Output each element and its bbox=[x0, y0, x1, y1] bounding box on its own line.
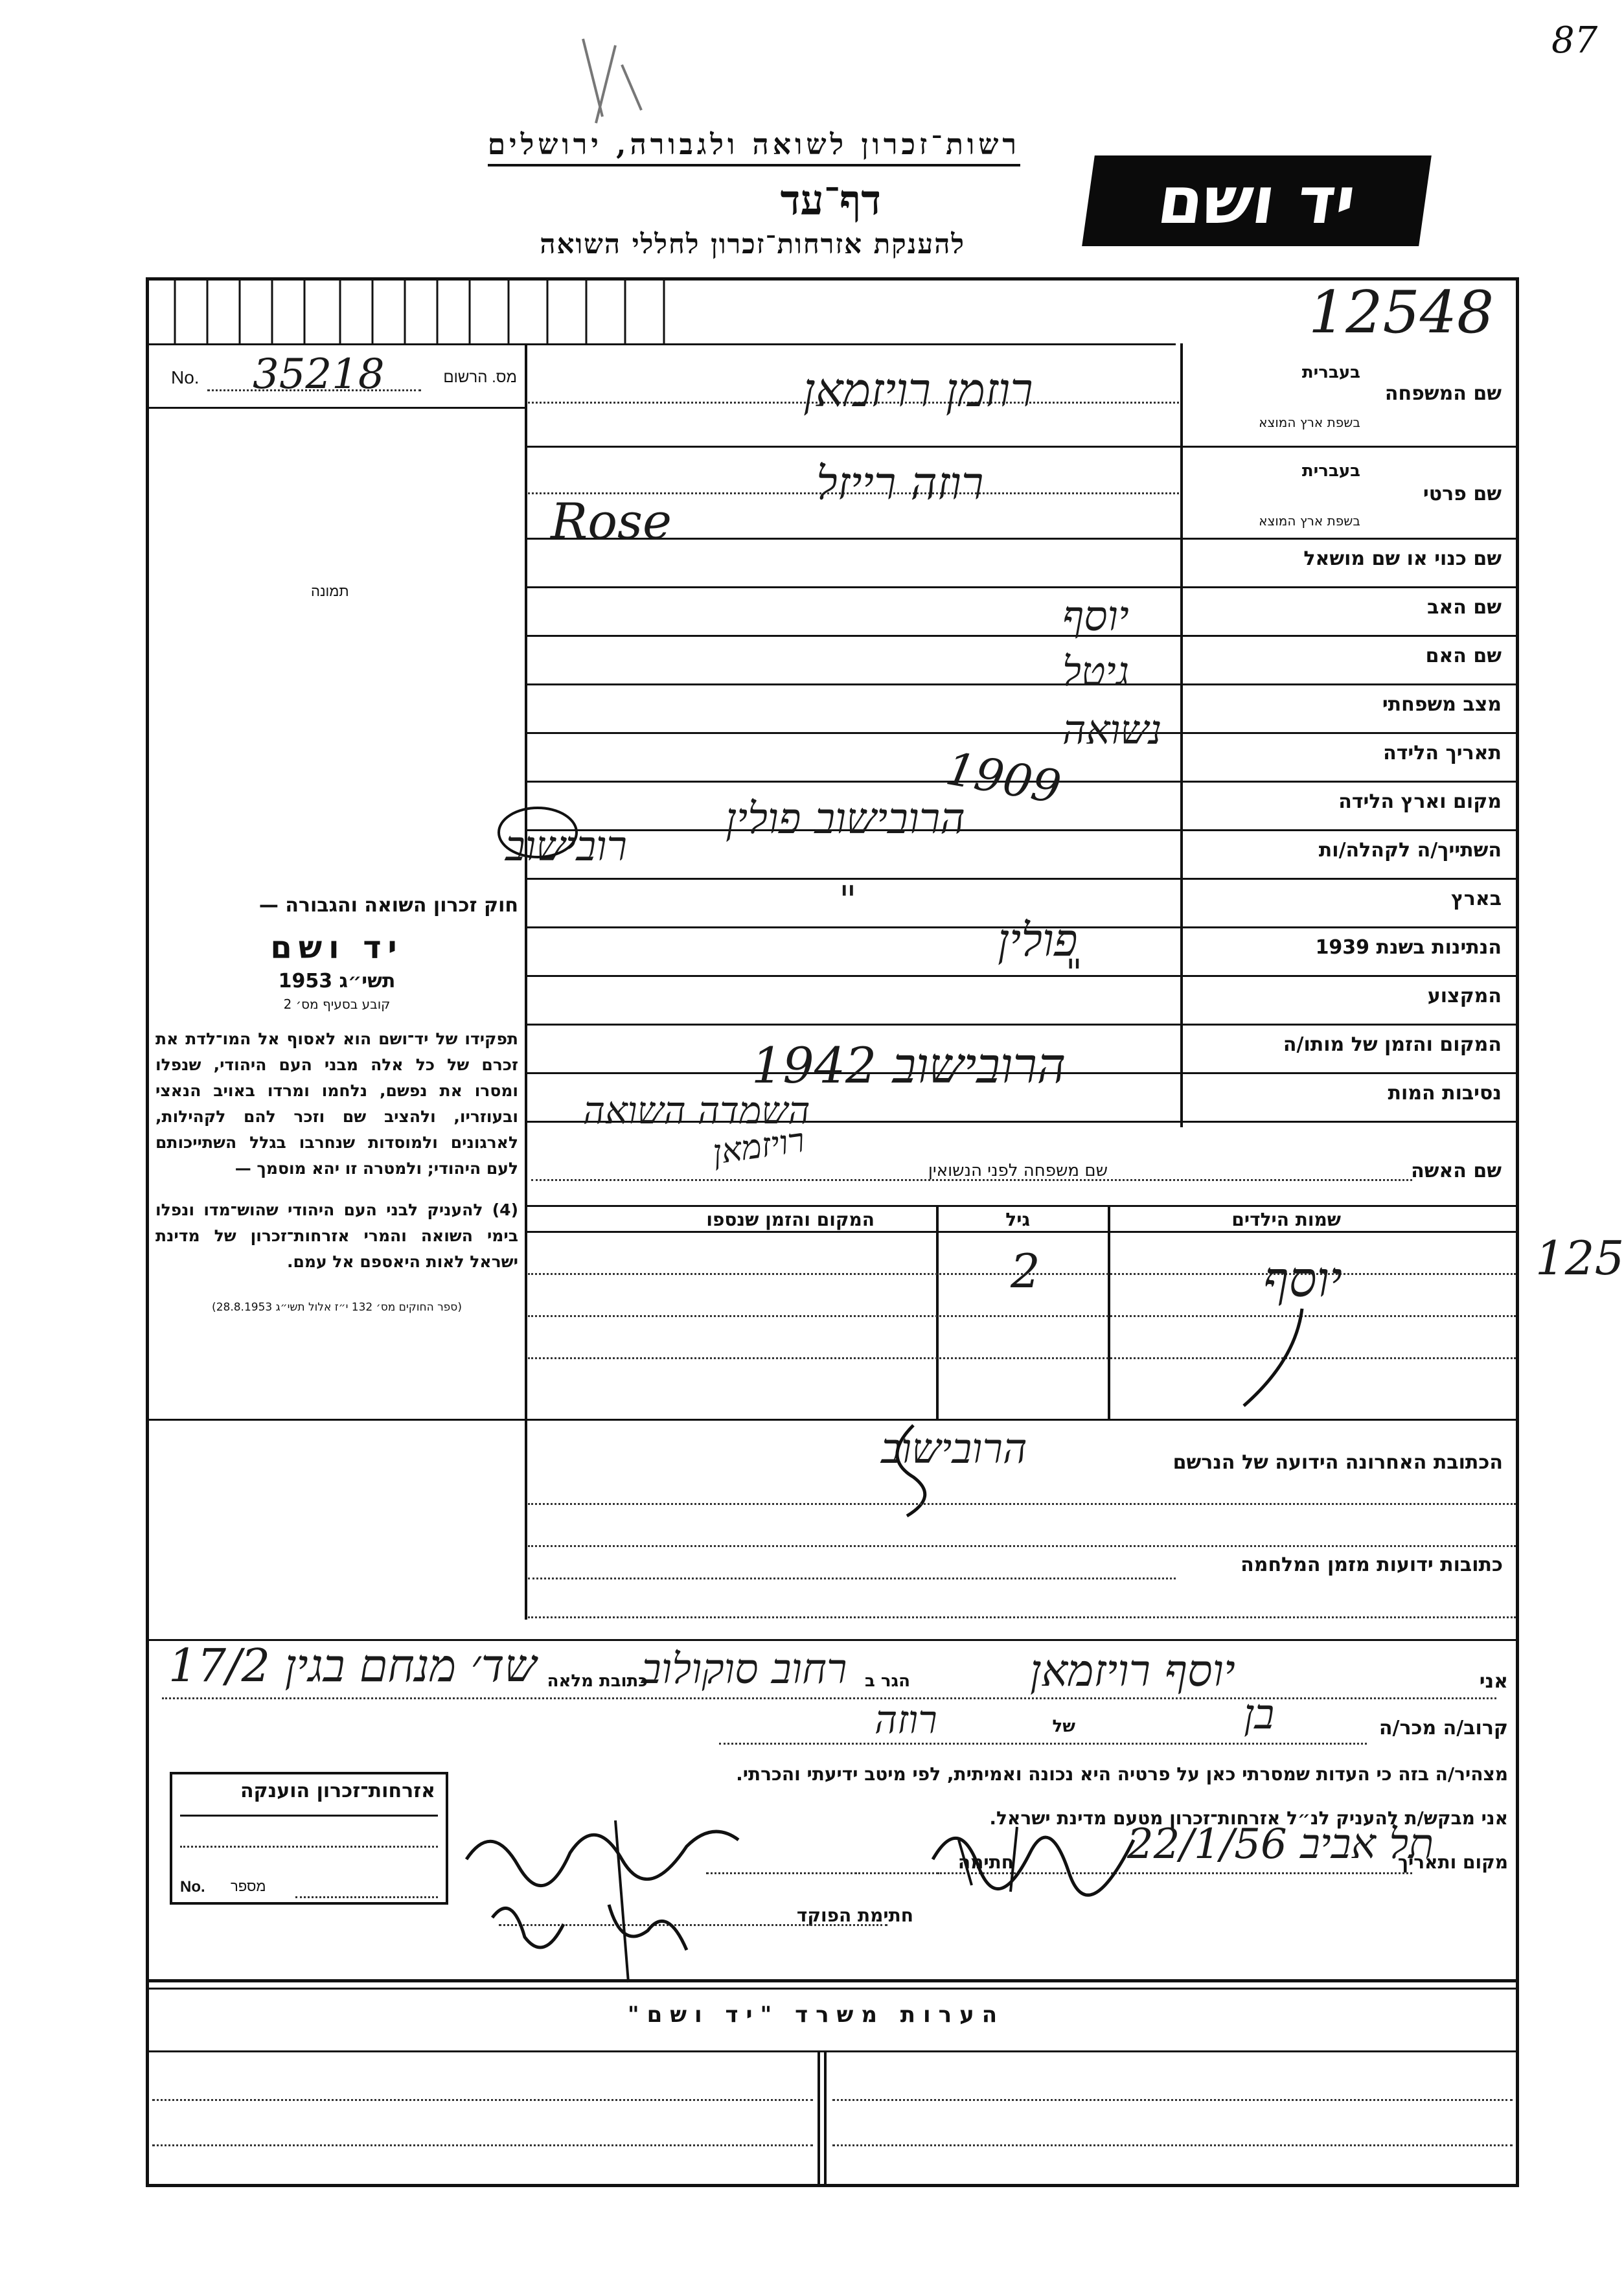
logo-text: יד ושם bbox=[1153, 163, 1360, 238]
value-country: " bbox=[839, 878, 857, 923]
yad-vashem-logo bbox=[1082, 155, 1432, 246]
law-reference: (ספר החוקים מס׳ 132 י״ז אלול תשי״ג 28.8.1953) bbox=[212, 1301, 462, 1314]
citizenship-box-title: אזרחות־זכרון הוענקה bbox=[240, 1780, 435, 1802]
label-death-cause: נסיבות המות bbox=[1388, 1082, 1502, 1105]
law-block bbox=[155, 894, 518, 1314]
value-profession: " bbox=[1066, 952, 1082, 994]
children-header-place: המקום והזמן שנספו bbox=[706, 1209, 875, 1230]
value-citizenship: פולין bbox=[998, 913, 1078, 967]
declarant-i: אני bbox=[1479, 1670, 1508, 1693]
declarant-address: רחוב סוקולוב bbox=[641, 1646, 847, 1693]
declarant-street: שד׳ מנחם בגין 17/2 bbox=[168, 1639, 537, 1692]
child-name-0: יוסף bbox=[1263, 1250, 1342, 1308]
label-birth-date: תאריך הלידה bbox=[1383, 742, 1502, 764]
label-father: שם האב bbox=[1427, 596, 1502, 619]
form-subtitle: להענקת אזרחות־זכרון לחללי השואה bbox=[540, 228, 965, 260]
file-number: 12548 bbox=[1309, 279, 1494, 347]
office-notes-title: הערות משרד "יד ושם" bbox=[627, 2002, 1005, 2028]
form-title: דף־עד bbox=[780, 176, 881, 225]
stray-pencil-mark bbox=[557, 26, 661, 136]
value-death-place-time: הרובישוב 1942 bbox=[751, 1037, 1066, 1094]
label-death-place: המקום והזמן של מותו/ה bbox=[1283, 1033, 1502, 1056]
value-father: יוסף bbox=[1062, 593, 1129, 641]
declarant-name: יוסף רויזמאן bbox=[1030, 1646, 1235, 1697]
law-title: חוק זכרון השואה והגבורה — bbox=[258, 894, 518, 917]
label-first-name: שם פרטי bbox=[1423, 483, 1502, 505]
label-wife-maiden: שם משפחה לפני הנשואין bbox=[928, 1161, 1108, 1180]
value-first-name: רוזה רייזל bbox=[816, 457, 984, 510]
digit-boxes bbox=[146, 279, 1176, 343]
children-header-names: שמות הילדים bbox=[1231, 1209, 1341, 1230]
declarant-relation: בן bbox=[1244, 1691, 1275, 1739]
label-birth-place: מקום וארץ הלידה bbox=[1338, 790, 1502, 813]
declarant-request: אני מבקש/ת להעניק לנ״ל אזרחות־זכרון מטעם מדינת ישראל. bbox=[989, 1807, 1508, 1829]
officer-signature bbox=[453, 1807, 751, 1989]
citizenship-no-label: No. bbox=[180, 1878, 205, 1896]
label-column-divider bbox=[1180, 343, 1183, 1127]
corner-page-number: 87 bbox=[1551, 19, 1598, 62]
photo-label: תמונה bbox=[311, 583, 349, 599]
value-marital: נשואה bbox=[1062, 706, 1162, 753]
value-birth-date: 1909 bbox=[942, 742, 1065, 814]
value-last-address: הרובישוב bbox=[881, 1425, 1027, 1473]
declarant-statement: מצהיר/ה בזה כי העדות שמסרתי כאן על פרטיה היא נכונה ואמיתית, לפי מיטב ידיעתי והכרתי. bbox=[736, 1763, 1508, 1785]
label-family-heb: בעברית bbox=[1301, 363, 1360, 382]
label-family-name: שם המשפחה bbox=[1384, 382, 1502, 405]
label-family-orig: בשפת ארץ המוצא bbox=[1259, 415, 1360, 430]
citizenship-box bbox=[170, 1772, 448, 1905]
declarant-of: של bbox=[1052, 1717, 1075, 1736]
registration-label: מס. הרשום bbox=[443, 369, 517, 386]
place-date-value: תל אביב 22/1/56 bbox=[1127, 1820, 1434, 1868]
side-number: 125 bbox=[1535, 1231, 1624, 1285]
label-first-heb: בעברית bbox=[1301, 461, 1360, 481]
label-citizenship: הנתינות בשנת 1939 bbox=[1315, 936, 1502, 959]
citizenship-number-label: מספר bbox=[231, 1878, 266, 1894]
declarant-relative-label: קרוב/ה מכר/ה bbox=[1378, 1717, 1508, 1739]
law-clause: קובע בסעיף מס׳ 2 bbox=[283, 996, 391, 1012]
community-circle-mark bbox=[492, 800, 583, 865]
value-mother: גיטל bbox=[1062, 648, 1130, 695]
authority-title: רשות־זכרון לשואה ולגבורה, ירושלים bbox=[488, 128, 1020, 166]
law-body-2: (4) להעניק לבני העם היהודי שהוש־מדו ונפלו בימי השואה והמרי אזרחות־זכרון של מדינת ישראל לאות היאספם אל עמם. bbox=[155, 1200, 518, 1271]
value-first-name-orig: Rose bbox=[551, 492, 672, 550]
value-death-cause: השמדה השואה bbox=[583, 1088, 810, 1132]
value-wife-maiden: רויזמאן bbox=[710, 1121, 807, 1173]
law-year: תשי״ג 1953 bbox=[278, 970, 396, 993]
left-column-divider bbox=[525, 343, 527, 1458]
registration-row bbox=[149, 350, 525, 398]
label-community: השתייך/ה לקהלה/ות bbox=[1318, 839, 1502, 862]
registration-number: 35218 bbox=[253, 350, 385, 398]
label-wife: שם האשה bbox=[1411, 1160, 1502, 1182]
place-date-label: מקום ותאריך bbox=[1397, 1852, 1508, 1873]
law-body: תפקידו של יד־ושם הוא לאסוף אל המו־לדת את זכרם של כל אלה מבני העם היהודי, שנפלו ומסרו את נפשם, נלחמו ומרדו באויב הנאצי ובעוזריו, ולהציב שם וזכר להם לקהילות, לארגונים ולמוסדות שנחרבו בגלל השתייכותם לעם היהודי; ולמטרה זו יהא מוסמך — bbox=[155, 1029, 518, 1178]
child-age-0: 2 bbox=[1011, 1244, 1040, 1298]
children-header-age: גיל bbox=[1005, 1209, 1030, 1230]
declarant-of-name: רוזה bbox=[875, 1697, 937, 1743]
child-name-stroke bbox=[1231, 1302, 1321, 1412]
value-family-name: רוזמן רויזמאן bbox=[803, 363, 1033, 417]
label-wartime-address: כתובות ידועות מזמן המלחמה bbox=[1241, 1554, 1503, 1576]
label-nickname: שם כנוי או שם מושאל bbox=[1303, 547, 1502, 570]
label-country: בארץ bbox=[1450, 888, 1502, 910]
label-mother: שם האם bbox=[1425, 645, 1502, 667]
label-marital: מצב משפחתי bbox=[1382, 693, 1502, 716]
value-birth-place: הרובישוב פולין bbox=[726, 794, 965, 843]
registration-no-label: No. bbox=[171, 367, 200, 387]
value-community: רובישוב bbox=[505, 823, 627, 871]
declarant-signature bbox=[920, 1801, 1153, 1898]
declarant-full-address-label: כתובת מלאה bbox=[547, 1671, 648, 1691]
label-last-address: הכתובת האחרונה הידועה של הנרשם bbox=[1172, 1451, 1503, 1474]
declarant-resides: הגר ב bbox=[864, 1671, 910, 1691]
label-profession: המקצוע bbox=[1427, 985, 1502, 1007]
address-scribble bbox=[875, 1419, 952, 1522]
signature-label: חתימה bbox=[957, 1852, 1014, 1873]
law-name: יד ושם bbox=[270, 930, 404, 966]
label-first-orig: בשפת ארץ המוצא bbox=[1259, 513, 1360, 529]
officer-signature-label: חתימת הפוקד bbox=[796, 1905, 913, 1926]
